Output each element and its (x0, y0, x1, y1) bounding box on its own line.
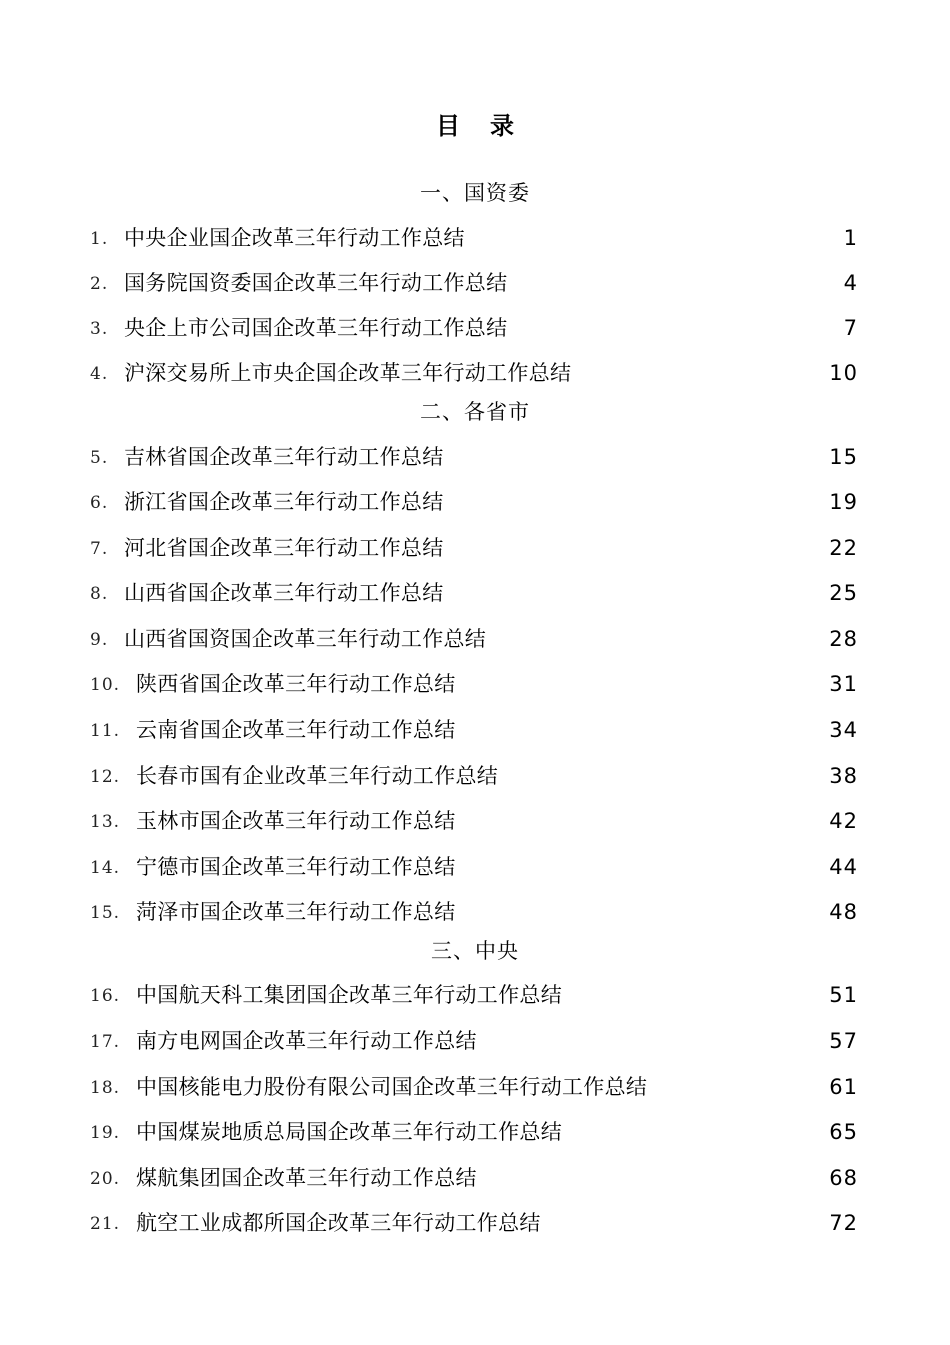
entry-number: 21. (90, 1214, 121, 1234)
entry-number: 18. (90, 1078, 121, 1098)
entry-title[interactable]: 山西省国资国企改革三年行动工作总结 (124, 627, 487, 651)
entry-number: 20. (90, 1169, 121, 1189)
entry-title[interactable]: 中国核能电力股份有限公司国企改革三年行动工作总结 (136, 1075, 648, 1099)
entry-page-number: 48 (829, 900, 858, 924)
entry-number: 17. (90, 1032, 121, 1052)
entry-number: 9. (90, 630, 109, 650)
entry-number: 13. (90, 812, 121, 832)
entry-page-number: 51 (829, 983, 858, 1007)
toc-entry[interactable] (0, 713, 950, 747)
entry-number: 15. (90, 903, 121, 923)
entry-title[interactable]: 宁德市国企改革三年行动工作总结 (136, 855, 456, 879)
toc-entry[interactable] (0, 576, 950, 610)
entry-number: 7. (90, 539, 109, 559)
toc-entry[interactable] (0, 1115, 950, 1149)
entry-number: 14. (90, 858, 121, 878)
toc-entry[interactable] (0, 311, 950, 345)
toc-entry[interactable] (0, 667, 950, 701)
entry-page-number: 42 (829, 809, 858, 833)
toc-entry[interactable] (0, 1070, 950, 1104)
entry-page-number: 65 (829, 1120, 858, 1144)
entry-title[interactable]: 浙江省国企改革三年行动工作总结 (124, 490, 444, 514)
entry-page-number: 34 (829, 718, 858, 742)
entry-title[interactable]: 煤航集团国企改革三年行动工作总结 (136, 1166, 477, 1190)
entry-title[interactable]: 南方电网国企改革三年行动工作总结 (136, 1029, 477, 1053)
entry-page-number: 1 (843, 226, 858, 250)
entry-page-number: 61 (829, 1075, 858, 1099)
toc-entry[interactable] (0, 1161, 950, 1195)
toc-title: 目录 (436, 112, 544, 140)
entry-page-number: 68 (829, 1166, 858, 1190)
section-heading-provinces: 二、各省市 (420, 400, 530, 424)
entry-page-number: 72 (829, 1211, 858, 1235)
entry-title[interactable]: 山西省国企改革三年行动工作总结 (124, 581, 444, 605)
toc-entry[interactable] (0, 356, 950, 390)
toc-entry[interactable] (0, 850, 950, 884)
entry-page-number: 7 (843, 316, 858, 340)
entry-page-number: 4 (843, 271, 858, 295)
entry-number: 16. (90, 986, 121, 1006)
entry-title[interactable]: 央企上市公司国企改革三年行动工作总结 (124, 316, 508, 340)
entry-number: 10. (90, 675, 121, 695)
entry-page-number: 22 (829, 536, 858, 560)
entry-title[interactable]: 河北省国企改革三年行动工作总结 (124, 536, 444, 560)
section-heading-guoziwei: 一、国资委 (420, 181, 530, 205)
toc-entry[interactable] (0, 485, 950, 519)
entry-title[interactable]: 菏泽市国企改革三年行动工作总结 (136, 900, 456, 924)
entry-page-number: 15 (829, 445, 858, 469)
entry-number: 2. (90, 274, 109, 294)
entry-title[interactable]: 玉林市国企改革三年行动工作总结 (136, 809, 456, 833)
toc-entry[interactable] (0, 622, 950, 656)
entry-page-number: 31 (829, 672, 858, 696)
toc-entry[interactable] (0, 978, 950, 1012)
entry-number: 1. (90, 229, 109, 249)
entry-number: 5. (90, 448, 109, 468)
entry-page-number: 19 (829, 490, 858, 514)
entry-page-number: 38 (829, 764, 858, 788)
toc-entry[interactable] (0, 440, 950, 474)
entry-page-number: 44 (829, 855, 858, 879)
toc-entry[interactable] (0, 804, 950, 838)
entry-title[interactable]: 中央企业国企改革三年行动工作总结 (124, 226, 465, 250)
toc-entry[interactable] (0, 895, 950, 929)
entry-page-number: 10 (829, 361, 858, 385)
entry-number: 6. (90, 493, 109, 513)
entry-number: 19. (90, 1123, 121, 1143)
entry-number: 3. (90, 319, 109, 339)
entry-title[interactable]: 航空工业成都所国企改革三年行动工作总结 (136, 1211, 541, 1235)
toc-entry[interactable] (0, 1024, 950, 1058)
entry-number: 11. (90, 721, 121, 741)
entry-title[interactable]: 中国航天科工集团国企改革三年行动工作总结 (136, 983, 562, 1007)
entry-title[interactable]: 云南省国企改革三年行动工作总结 (136, 718, 456, 742)
entry-page-number: 25 (829, 581, 858, 605)
entry-page-number: 57 (829, 1029, 858, 1053)
section-heading-central: 三、中央 (431, 939, 519, 963)
entry-number: 4. (90, 364, 109, 384)
entry-title[interactable]: 吉林省国企改革三年行动工作总结 (124, 445, 444, 469)
entry-number: 8. (90, 584, 109, 604)
entry-number: 12. (90, 767, 121, 787)
entry-title[interactable]: 长春市国有企业改革三年行动工作总结 (136, 764, 499, 788)
toc-entry[interactable] (0, 759, 950, 793)
toc-entry[interactable] (0, 531, 950, 565)
toc-entry[interactable] (0, 221, 950, 255)
toc-entry[interactable] (0, 1206, 950, 1240)
entry-title[interactable]: 陕西省国企改革三年行动工作总结 (136, 672, 456, 696)
entry-title[interactable]: 国务院国资委国企改革三年行动工作总结 (124, 271, 508, 295)
entry-title[interactable]: 中国煤炭地质总局国企改革三年行动工作总结 (136, 1120, 562, 1144)
entry-title[interactable]: 沪深交易所上市央企国企改革三年行动工作总结 (124, 361, 572, 385)
toc-entry[interactable] (0, 266, 950, 300)
entry-page-number: 28 (829, 627, 858, 651)
